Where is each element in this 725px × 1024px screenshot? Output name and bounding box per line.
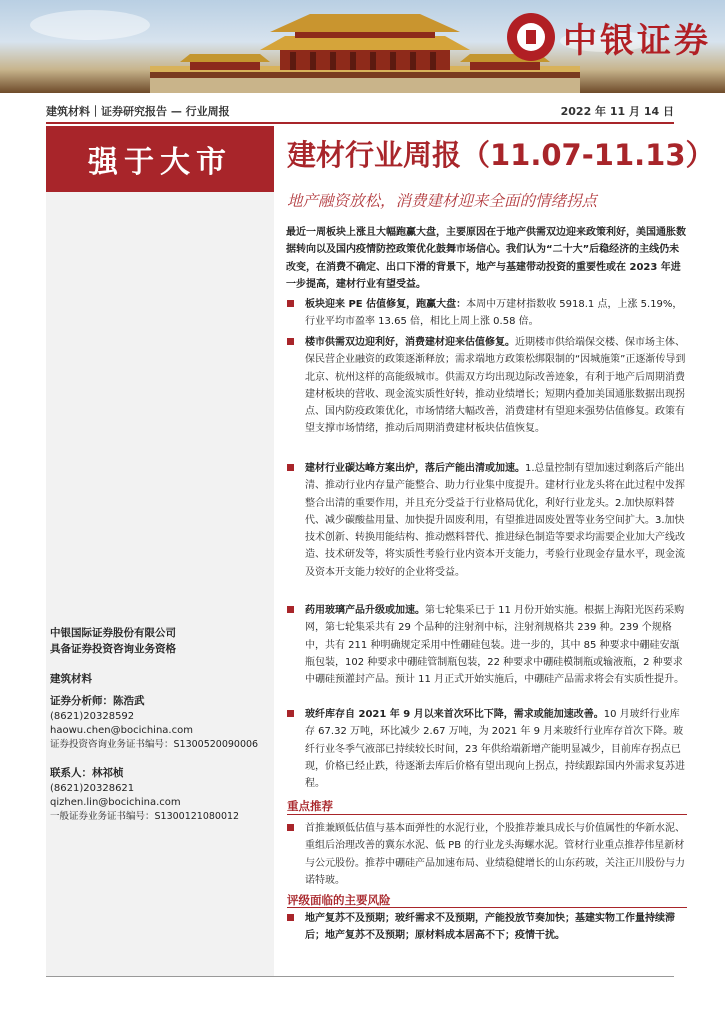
list-item [287, 602, 687, 688]
list-item [287, 820, 687, 889]
header-banner [0, 0, 725, 93]
bullet-icon [287, 464, 294, 471]
bullet-icon [287, 824, 294, 831]
bullet-heading: 板块迎来 PE 估值修复，跑赢大盘： [305, 299, 467, 310]
divider [287, 907, 687, 908]
report-meta [46, 101, 674, 121]
bullet-icon [287, 914, 294, 921]
contact-email[interactable]: qizhen.lin@bocichina.com [50, 797, 181, 808]
bullet-body: 第七轮集采已于 11 月份开始实施。根据上海阳光医药采购网，第七轮集采共有 29 个品种的注射剂中标，注射剂规格共 239 种。239 个规格中，共有 211 种明确规定采用中性硼硅包装。进一步的，其中 85 种要求中硼硅安瓿瓶包装，102 种要求中硼硅管制瓶包装，22 种要求中硼硅模制瓶或输液瓶，2 种要求中硼硅预灌封产品。预计 11 月正式开始实施后，中硼硅产品需求将会有实质性提升。 [305, 605, 685, 686]
rating-badge: 强于大市 [46, 126, 274, 192]
bullet-heading: 建材行业碳达峰方案出炉，落后产能出清或加速。 [305, 463, 525, 474]
contact-phone: (8621)20328621 [50, 783, 135, 794]
bullet-body: 1.总量控制有望加速过剩落后产能出清、推动行业内存量产能整合、助力行业集中度提升。建材行业龙头将在此过程中发挥整合出清的重要作用，并且充分受益于行业格局优化，利好行业龙头。2.加快原料替代、减少碳酸盐用量、加快提升固废利用，有望推进固废处置等业务空间扩大。3.加快技术创新、转换用能结构、推动燃料替代、推进绿色制造等要求均需要企业加大产线改造、技术研发等，将实质性考验行业内资本开支能力，考验行业现金存量水平，现金流及资本开支能力较好的企业将受益。 [305, 463, 685, 578]
contact-name: 联系人：林祁桢 [50, 767, 124, 779]
divider [287, 814, 687, 815]
risk-heading: 评级面临的主要风险 [287, 893, 391, 907]
report-title: 建材行业周报（11.07-11.13） [287, 138, 715, 172]
analyst-name: 证券分析师：陈浩武 [50, 695, 145, 707]
brand-logo [507, 10, 711, 64]
boc-logo-icon [507, 13, 555, 61]
qualification: 具备证券投资咨询业务资格 [50, 643, 176, 655]
list-item [287, 296, 687, 331]
risk-text: 地产复苏不及预期；玻纤需求不及预期，产能投放节奏加快；基建实物工作量持续滞后；地产复苏不及预期；原材料成本居高不下；疫情干扰。 [305, 913, 675, 942]
bullet-icon [287, 606, 294, 613]
divider [46, 122, 674, 124]
list-item [287, 910, 687, 945]
bullet-body: 10 月玻纤行业库存 67.32 万吨，环比减少 2.67 万吨，为 2021 年 9 月来玻纤行业库存首次下降。玻纤行业冬季气液部已持续较长时间，23 年供给端新增产能明显减少，目前库存拐点已现，价格已经止跌，待逐渐去库后价格有望出现向上拐点，持续跟踪国内外需求复苏进程。 [305, 709, 685, 790]
focus-heading: 重点推荐 [287, 799, 333, 813]
analyst-cert: 证券投资咨询业务证书编号：S1300520090006 [50, 739, 259, 750]
report-date: 2022 年 11 月 14 日 [560, 105, 674, 118]
bullet-heading: 楼市供需双边迎利好，消费建材迎来估值修复。 [305, 337, 515, 348]
bullet-body: 近期楼市供给端保交楼、保市场主体、保民营企业融资的政策逐渐释放；需求端地方政策松绑限制的“因城施策”正逐渐传导到北京、杭州这样的高能级城市。供需双方均出现边际改善迹象，有利于地产后周期消费建材板块的营收、现金流实质性好转，推动业绩增长；短期内叠加美国通胀数据出现拐点、国内防疫政策优化，市场情绪大幅改善，消费建材有望迎来强势估值修复。政策有望支撑市场情绪，推动后周期消费建材板块估值恢复。 [305, 337, 686, 435]
list-item [287, 460, 687, 581]
bullet-heading: 药用玻璃产品升级或加速。 [305, 605, 425, 616]
divider [46, 976, 674, 977]
list-item [287, 706, 687, 792]
bullet-heading: 玻纤库存自 2021 年 9 月以来首次环比下降，需求或能加速改善。 [305, 709, 604, 720]
report-subtitle: 地产融资放松，消费建材迎来全面的情绪拐点 [287, 192, 598, 210]
report-category: 建筑材料｜证券研究报告 — 行业周报 [46, 105, 230, 118]
list-item [287, 334, 687, 438]
sector-label: 建筑材料 [50, 673, 92, 685]
brand-name: 中银证券 [563, 20, 711, 61]
bullet-icon [287, 300, 294, 307]
bullet-icon [287, 710, 294, 717]
sidebar [46, 126, 274, 976]
company-name: 中银国际证券股份有限公司 [50, 627, 176, 639]
contact-cert: 一般证券业务证书编号：S1300121080012 [50, 811, 240, 822]
bullet-body: 本周中万建材指数收 5918.1 点，上涨 5.19%，行业平均市盈率 13.65 倍，相比上周上涨 0.58 倍。 [305, 299, 683, 328]
intro-paragraph: 最近一周板块上涨且大幅跑赢大盘，主要原因在于地产供需双边迎来政策利好，美国通胀数据转向以及国内疫情防控政策优化鼓舞市场信心。我们认为“二十大”后稳经济的主线仍未改变，在消费不确定、出口下滑的背景下，地产与基建带动投资的重要性或在 2023 年进一步提高，建材行业有望受益。 [286, 227, 686, 290]
cloud-decoration [30, 10, 150, 40]
analyst-phone: (8621)20328592 [50, 711, 135, 722]
bullet-icon [287, 338, 294, 345]
analyst-email[interactable]: haowu.chen@bocichina.com [50, 725, 193, 736]
focus-text: 首推兼顾低估值与基本面弹性的水泥行业，个股推荐兼具成长与价值属性的华新水泥、重组后治理改善的冀东水泥、低 PB 的行业龙头海螺水泥。管材行业重点推荐伟星新材与公元股份。推荐中硼硅产品加速布局、业绩稳健增长的山东药玻，关注正川股份与力诺特玻。 [305, 823, 685, 886]
